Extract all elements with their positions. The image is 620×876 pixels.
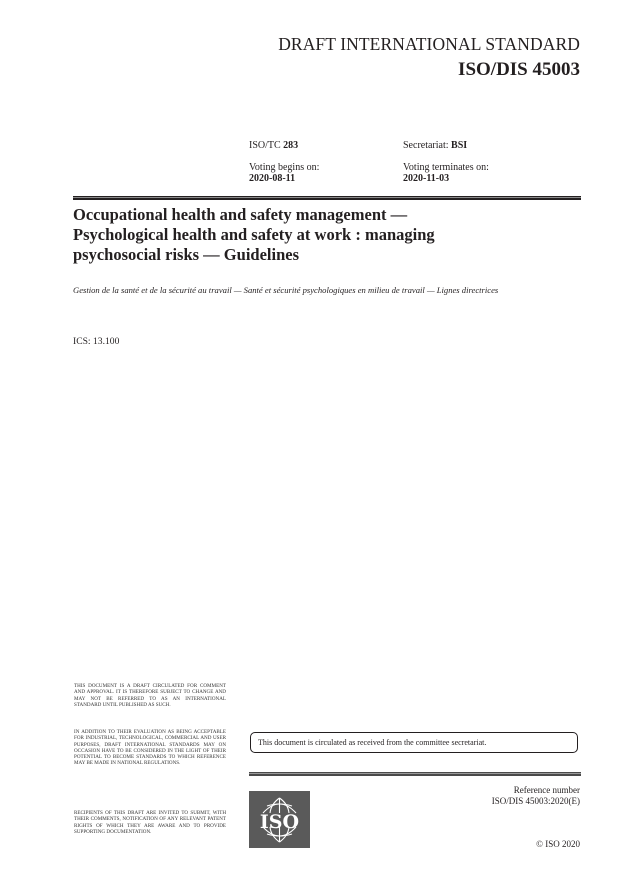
- reference-number: ISO/DIS 45003:2020(E): [491, 796, 580, 806]
- document-number: ISO/DIS 45003: [458, 59, 580, 80]
- svg-text:ISO: ISO: [259, 811, 300, 833]
- iso-logo: [249, 791, 310, 848]
- disclaimer-paragraph-1: THIS DOCUMENT IS A DRAFT CIRCULATED FOR COMMENT AND APPROVAL. IT IS THEREFORE SUBJECT TO CHANGE AND MAY NOT BE REFERRED TO AS AN INTERNATIONAL STANDARD UNTIL PUBLISHED AS SUCH.: [74, 683, 226, 708]
- title-line-3: psychosocial risks — Guidelines: [73, 245, 299, 264]
- committee-number: 283: [283, 140, 299, 151]
- voting-begins-date: 2020-08-11: [249, 173, 296, 184]
- reference-label: Reference number: [513, 785, 580, 795]
- document-type: DRAFT INTERNATIONAL STANDARD: [278, 34, 580, 54]
- header-divider: [73, 196, 581, 200]
- footer-divider: [249, 772, 581, 776]
- globe-icon: [249, 791, 310, 848]
- voting-begins-label: Voting begins on:: [249, 162, 320, 173]
- secretariat: [403, 140, 467, 151]
- document-title: [73, 205, 593, 265]
- disclaimer-paragraph-3: RECIPIENTS OF THIS DRAFT ARE INVITED TO SUBMIT, WITH THEIR COMMENTS, NOTIFICATION OF ANY RELEVANT PATENT RIGHTS OF WHICH THEY ARE AWARE AND TO PROVIDE SUPPORTING DOCUMENTATION.: [74, 810, 226, 835]
- disclaimer-paragraph-2: IN ADDITION TO THEIR EVALUATION AS BEING ACCEPTABLE FOR INDUSTRIAL, TECHNOLOGICAL, COMMERCIAL AND USER PURPOSES, DRAFT INTERNATIONAL STANDARDS MAY ON OCCASION HAVE TO BE CONSIDERED IN THE LIGHT OF THEIR POTENTIAL TO BECOME STANDARDS TO WHICH REFERENCE MAY BE MADE IN NATIONAL REGULATIONS.: [74, 729, 226, 767]
- voting-begins: [249, 162, 319, 184]
- title-line-2: Psychological health and safety at work : managing: [73, 225, 435, 244]
- voting-terminates-label: Voting terminates on:: [403, 162, 489, 173]
- committee-prefix: ISO/TC: [249, 140, 284, 151]
- secretariat-value: BSI: [451, 140, 468, 151]
- copyright: © ISO 2020: [536, 839, 580, 849]
- secretariat-label: Secretariat:: [403, 140, 452, 151]
- french-title: Gestion de la santé et de la sécurité au travail — Santé et sécurité psychologiques en milieu de travail — Lignes directrices: [73, 285, 499, 295]
- title-line-1: Occupational health and safety management —: [73, 205, 408, 224]
- circulation-notice: This document is circulated as received from the committee secretariat.: [250, 732, 578, 753]
- ics-code: ICS: 13.100: [73, 336, 120, 347]
- voting-terminates: [403, 162, 489, 184]
- voting-terminates-date: 2020-11-03: [403, 173, 450, 184]
- committee: [249, 140, 298, 151]
